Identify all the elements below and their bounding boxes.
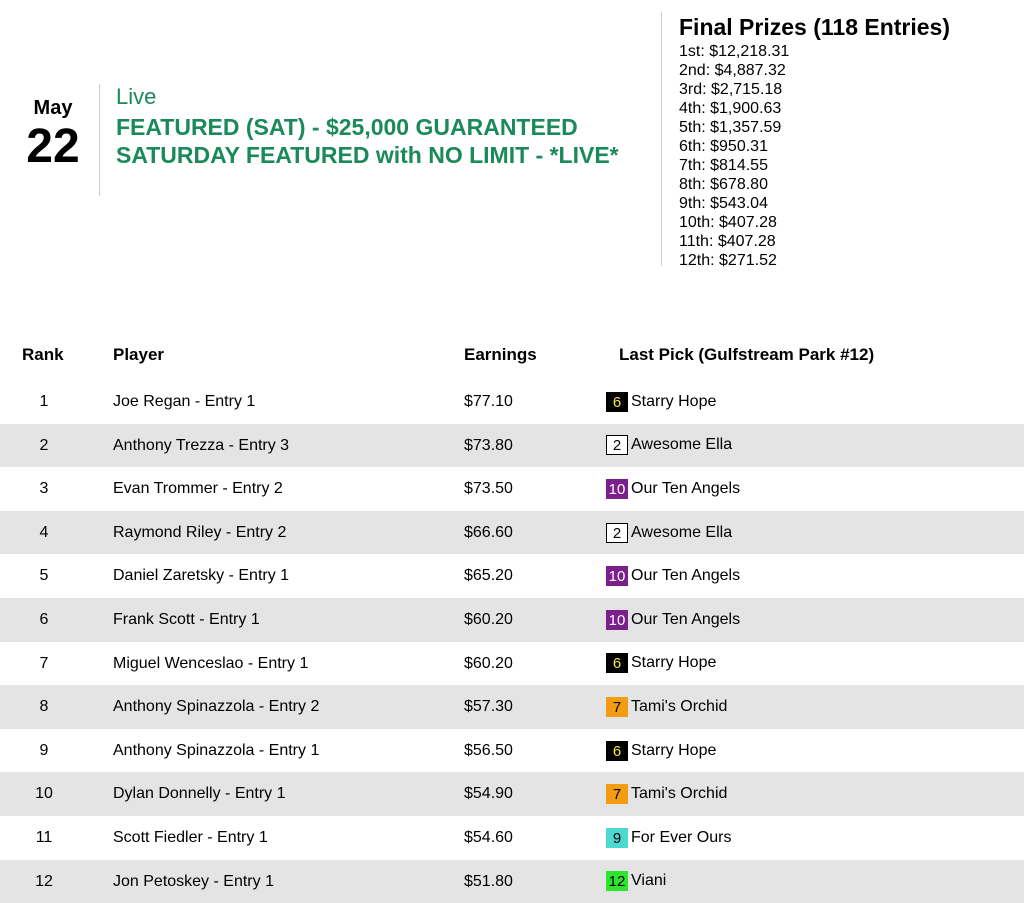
saddle-cloth-badge: 6	[606, 653, 628, 673]
player-cell: Daniel Zaretsky - Entry 1	[113, 567, 290, 585]
player-cell: Scott Fiedler - Entry 1	[113, 828, 268, 846]
earnings-cell: $60.20	[464, 610, 513, 628]
horse-name: Viani	[631, 872, 667, 890]
saddle-cloth-badge: 6	[606, 741, 628, 761]
rank-cell: 1	[39, 393, 49, 410]
last-pick-cell	[606, 729, 716, 773]
horse-name: Our Ten Angels	[631, 479, 741, 497]
last-pick-cell	[606, 685, 727, 729]
last-pick-cell	[606, 642, 716, 686]
column-header-player: Player	[113, 345, 165, 364]
horse-name: Tami's Orchid	[631, 785, 728, 803]
prize-item: 5th: $1,357.59	[679, 119, 782, 136]
player-cell: Jon Petoskey - Entry 1	[113, 872, 274, 890]
horse-name: Our Ten Angels	[631, 567, 741, 585]
table-row	[0, 685, 1024, 729]
leaderboard-table	[0, 380, 1024, 903]
rank-cell: 12	[35, 872, 53, 890]
prize-list	[679, 42, 1019, 270]
horse-name: Tami's Orchid	[631, 697, 728, 715]
horse-name: Our Ten Angels	[631, 610, 741, 628]
player-cell: Anthony Spinazzola - Entry 2	[113, 698, 320, 716]
column-header-earnings: Earnings	[464, 345, 537, 364]
player-cell: Anthony Trezza - Entry 3	[113, 436, 290, 454]
divider	[661, 12, 662, 266]
last-pick-cell	[606, 860, 666, 903]
saddle-cloth-badge: 12	[606, 871, 628, 891]
saddle-cloth-badge: 7	[606, 784, 628, 804]
earnings-cell: $73.50	[464, 480, 513, 498]
table-row	[0, 816, 1024, 860]
prize-item: 1st: $12,218.31	[679, 43, 790, 60]
player-cell: Evan Trommer - Entry 2	[113, 480, 283, 498]
saddle-cloth-badge: 10	[606, 566, 628, 586]
prize-item: 11th: $407.28	[679, 233, 776, 250]
prize-item: 12th: $271.52	[679, 252, 777, 269]
last-pick-cell	[606, 511, 732, 555]
rank-cell: 9	[39, 741, 49, 759]
tournament-header	[116, 84, 636, 169]
prize-item: 8th: $678.80	[679, 176, 768, 193]
last-pick-cell	[606, 772, 727, 816]
prize-item: 10th: $407.28	[679, 214, 777, 231]
rank-cell: 8	[39, 698, 49, 716]
table-row	[0, 772, 1024, 816]
saddle-cloth-badge: 9	[606, 828, 628, 848]
rank-cell: 7	[39, 654, 49, 672]
rank-cell: 6	[39, 610, 49, 628]
table-row	[0, 467, 1024, 511]
rank-cell: 10	[35, 785, 53, 803]
tournament-title: FEATURED (SAT) - $25,000 GUARANTEED SATURDAY FEATURED with NO LIMIT - *LIVE*	[116, 114, 619, 168]
table-row	[0, 380, 1024, 424]
earnings-cell: $57.30	[464, 698, 513, 716]
event-day: 22	[26, 120, 80, 173]
earnings-cell: $65.20	[464, 567, 513, 585]
earnings-cell: $54.60	[464, 828, 513, 846]
table-row	[0, 511, 1024, 555]
saddle-cloth-badge: 10	[606, 610, 628, 630]
saddle-cloth-badge: 2	[606, 523, 628, 543]
earnings-cell: $51.80	[464, 872, 513, 890]
player-cell: Joe Regan - Entry 1	[113, 393, 256, 410]
column-header-rank: Rank	[22, 345, 64, 364]
table-row	[0, 554, 1024, 598]
rank-cell: 2	[39, 436, 49, 454]
final-prizes-panel	[679, 12, 1019, 270]
prize-item: 3rd: $2,715.18	[679, 81, 783, 98]
table-row	[0, 598, 1024, 642]
saddle-cloth-badge: 6	[606, 392, 628, 412]
rank-cell: 3	[39, 480, 49, 498]
event-month: May	[33, 97, 73, 119]
column-header-last-pick: Last Pick (Gulfstream Park #12)	[619, 345, 875, 364]
tournament-status: Live	[116, 84, 157, 109]
horse-name: Awesome Ella	[631, 523, 733, 541]
horse-name: Starry Hope	[631, 654, 717, 672]
earnings-cell: $56.50	[464, 741, 513, 759]
rank-cell: 11	[35, 828, 53, 846]
horse-name: Starry Hope	[631, 741, 717, 759]
table-row	[0, 642, 1024, 686]
saddle-cloth-badge: 10	[606, 479, 628, 499]
player-cell: Dylan Donnelly - Entry 1	[113, 785, 286, 803]
horse-name: For Ever Ours	[631, 828, 732, 846]
prize-item: 4th: $1,900.63	[679, 100, 782, 117]
last-pick-cell	[606, 554, 740, 598]
earnings-cell: $73.80	[464, 436, 513, 454]
horse-name: Starry Hope	[631, 392, 717, 410]
player-cell: Anthony Spinazzola - Entry 1	[113, 741, 320, 759]
earnings-cell: $77.10	[464, 393, 513, 410]
leaderboard-header	[0, 340, 1024, 370]
last-pick-cell	[606, 380, 716, 424]
table-row	[0, 424, 1024, 468]
prize-item: 2nd: $4,887.32	[679, 62, 786, 79]
event-date	[18, 96, 88, 172]
player-cell: Raymond Riley - Entry 2	[113, 523, 287, 541]
final-prizes-heading: Final Prizes (118 Entries)	[679, 14, 951, 40]
last-pick-cell	[606, 424, 732, 468]
earnings-cell: $54.90	[464, 785, 513, 803]
saddle-cloth-badge: 2	[606, 435, 628, 455]
prize-item: 9th: $543.04	[679, 195, 768, 212]
rank-cell: 4	[39, 523, 49, 541]
player-cell: Miguel Wenceslao - Entry 1	[113, 654, 309, 672]
divider	[99, 84, 100, 196]
horse-name: Awesome Ella	[631, 436, 733, 454]
prize-item: 6th: $950.31	[679, 138, 768, 155]
table-row	[0, 729, 1024, 773]
prize-item: 7th: $814.55	[679, 157, 768, 174]
table-row	[0, 860, 1024, 903]
last-pick-cell	[606, 467, 740, 511]
rank-cell: 5	[39, 567, 49, 585]
saddle-cloth-badge: 7	[606, 697, 628, 717]
last-pick-cell	[606, 816, 731, 860]
earnings-cell: $60.20	[464, 654, 513, 672]
earnings-cell: $66.60	[464, 523, 513, 541]
last-pick-cell	[606, 598, 740, 642]
player-cell: Frank Scott - Entry 1	[113, 610, 260, 628]
